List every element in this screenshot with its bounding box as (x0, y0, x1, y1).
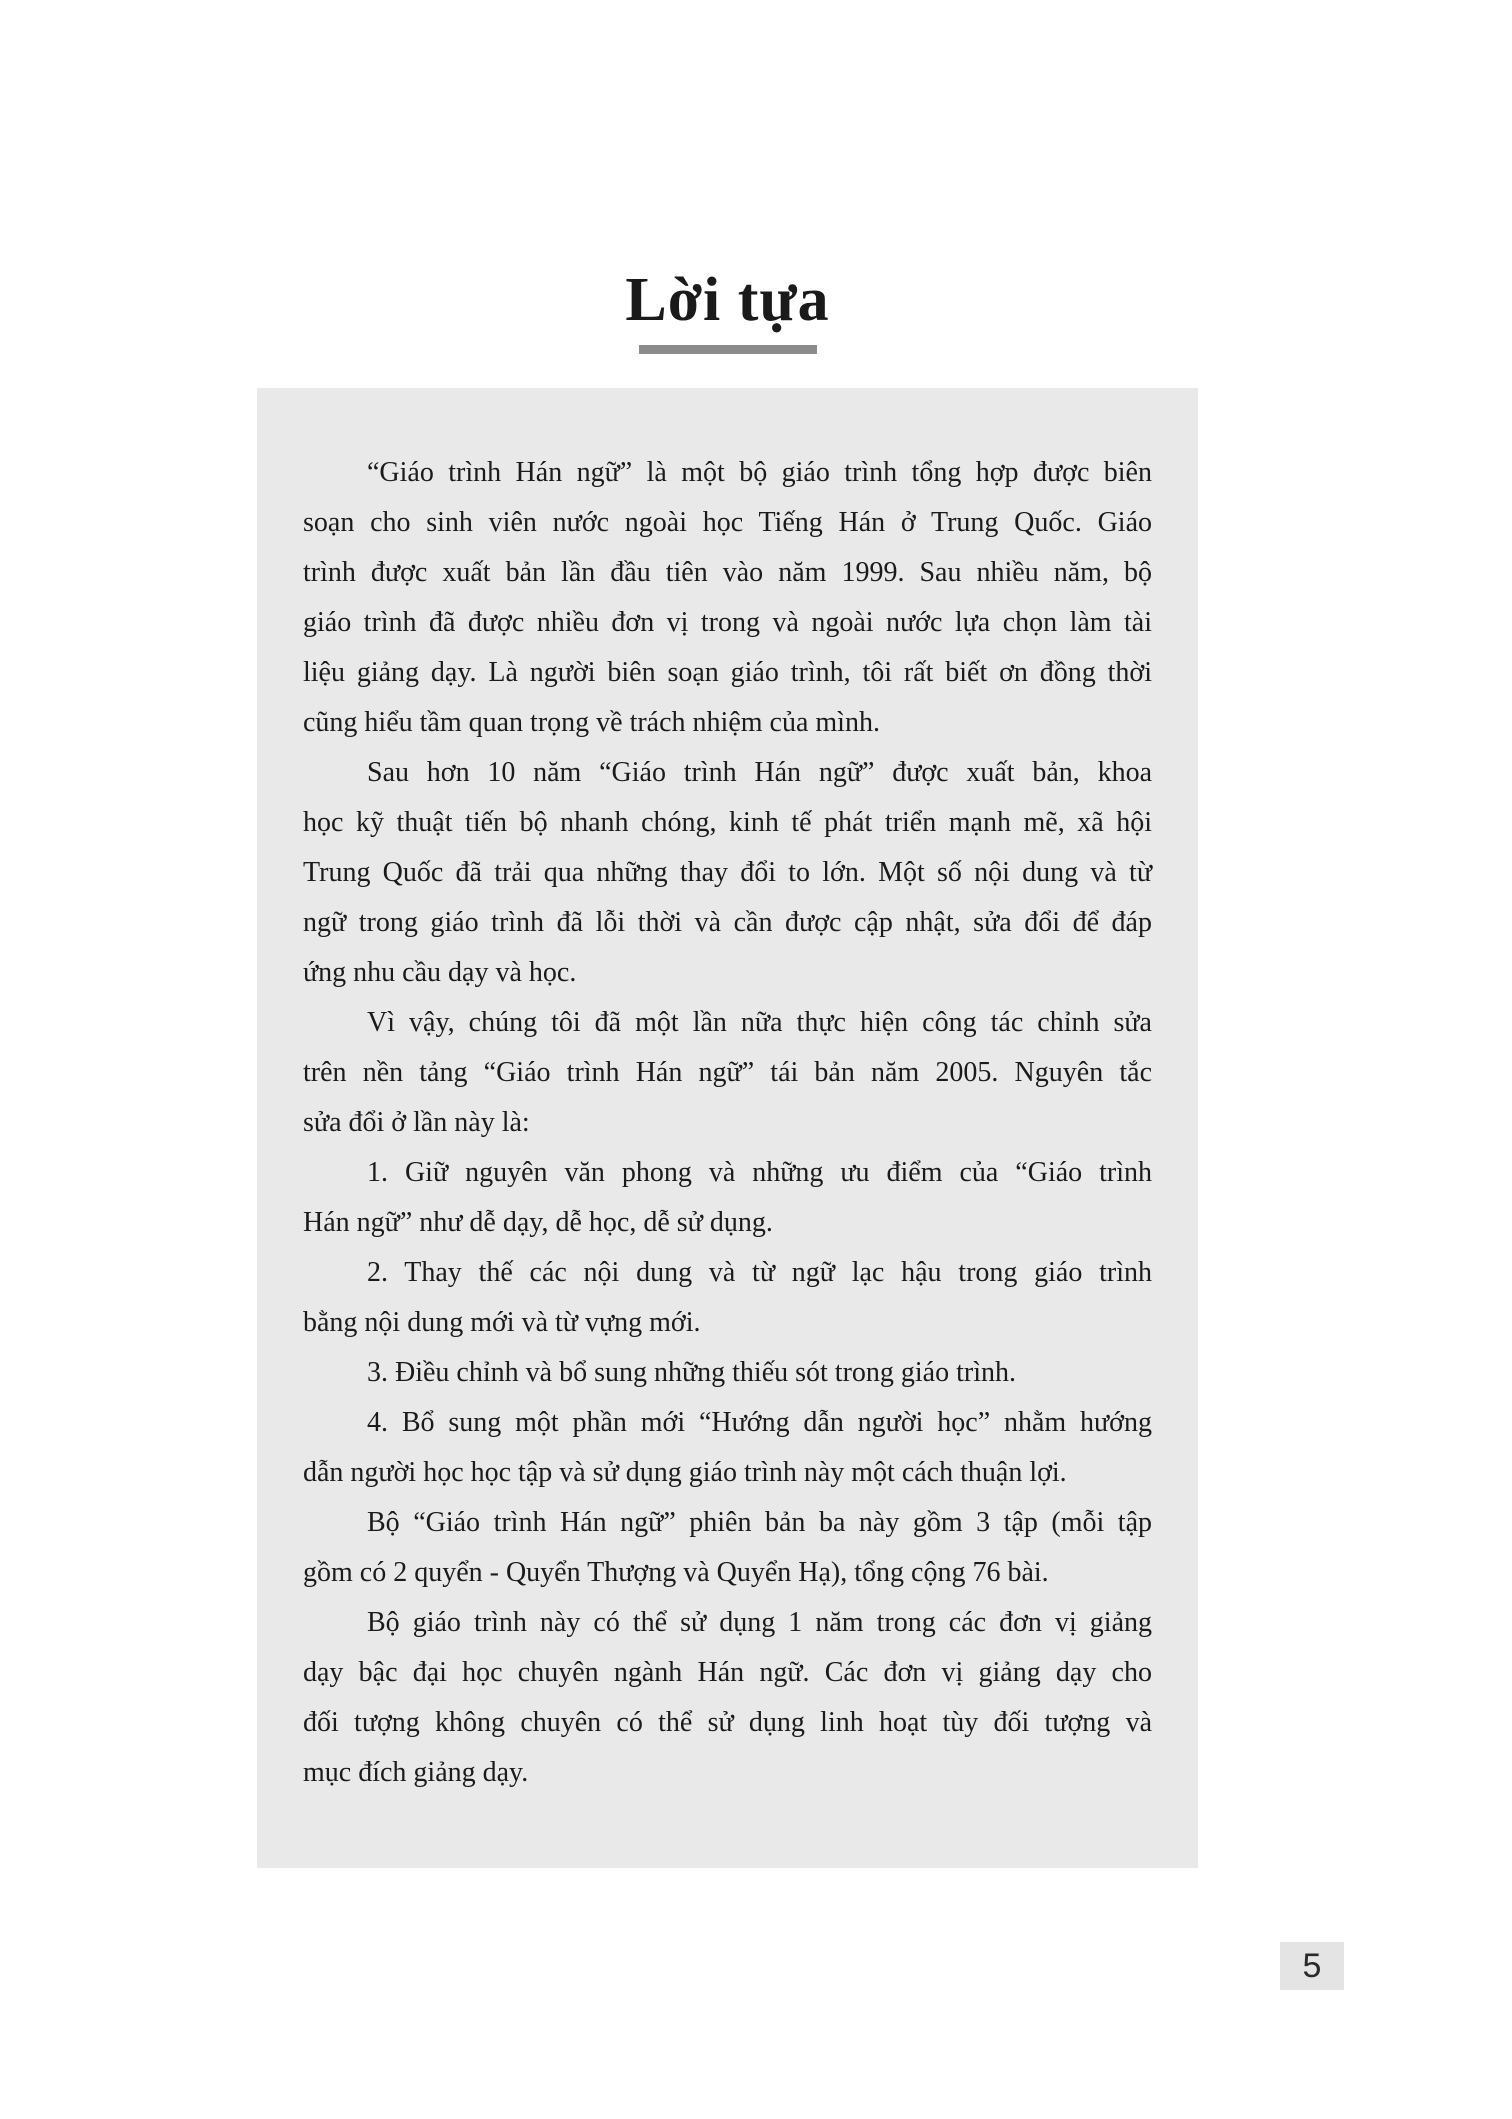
text-line: Hán ngữ” như dễ dạy, dễ học, dễ sử dụng. (303, 1207, 773, 1238)
text-line: “Giáo trình Hán ngữ” là một bộ giáo trình tổng hợp được biên (367, 457, 1152, 488)
text-line: bằng nội dung mới và từ vựng mới. (303, 1307, 701, 1338)
text-line: ngữ trong giáo trình đã lỗi thời và cần được cập nhật, sửa đổi để đáp (303, 907, 1152, 938)
text-line: giáo trình đã được nhiều đơn vị trong và ngoài nước lựa chọn làm tài (303, 607, 1152, 638)
text-line: soạn cho sinh viên nước ngoài học Tiếng Hán ở Trung Quốc. Giáo (303, 507, 1152, 538)
text-line: 1. Giữ nguyên văn phong và những ưu điểm của “Giáo trình (367, 1157, 1152, 1188)
text-line: 2. Thay thế các nội dung và từ ngữ lạc hậu trong giáo trình (367, 1257, 1152, 1288)
text-line: trên nền tảng “Giáo trình Hán ngữ” tái bản năm 2005. Nguyên tắc (303, 1057, 1152, 1088)
text-line: 3. Điều chỉnh và bổ sung những thiếu sót trong giáo trình. (367, 1357, 1016, 1388)
title-underline-rule (639, 345, 817, 354)
text-line: Vì vậy, chúng tôi đã một lần nữa thực hiện công tác chỉnh sửa (367, 1007, 1152, 1038)
text-line: ứng nhu cầu dạy và học. (303, 957, 577, 988)
page-number: 5 (1302, 1947, 1322, 1985)
text-line: dạy bậc đại học chuyên ngành Hán ngữ. Các đơn vị giảng dạy cho (303, 1657, 1152, 1688)
text-line: dẫn người học học tập và sử dụng giáo trình này một cách thuận lợi. (303, 1457, 1067, 1488)
text-line: cũng hiểu tầm quan trọng về trách nhiệm của mình. (303, 707, 880, 738)
text-line: liệu giảng dạy. Là người biên soạn giáo trình, tôi rất biết ơn đồng thời (303, 657, 1152, 688)
text-line: Sau hơn 10 năm “Giáo trình Hán ngữ” được xuất bản, khoa (367, 757, 1152, 788)
text-line: mục đích giảng dạy. (303, 1757, 529, 1788)
preface-text (303, 448, 1152, 1798)
page-number-badge (1280, 1942, 1344, 1990)
text-line: sửa đổi ở lần này là: (303, 1107, 530, 1138)
page-title: Lời tựa (625, 266, 830, 334)
text-line: 4. Bổ sung một phần mới “Hướng dẫn người học” nhằm hướng (367, 1407, 1152, 1438)
text-line: đối tượng không chuyên có thể sử dụng linh hoạt tùy đối tượng và (303, 1707, 1152, 1738)
text-line: gồm có 2 quyển - Quyển Thượng và Quyển Hạ), tổng cộng 76 bài. (303, 1557, 1049, 1588)
text-line: Bộ “Giáo trình Hán ngữ” phiên bản ba này gồm 3 tập (mỗi tập (367, 1507, 1152, 1538)
preface-content-box (257, 388, 1198, 1868)
text-line: Trung Quốc đã trải qua những thay đổi to lớn. Một số nội dung và từ (303, 857, 1152, 888)
text-line: học kỹ thuật tiến bộ nhanh chóng, kinh tế phát triển mạnh mẽ, xã hội (303, 807, 1152, 838)
text-line: Bộ giáo trình này có thể sử dụng 1 năm trong các đơn vị giảng (367, 1607, 1152, 1638)
text-line: trình được xuất bản lần đầu tiên vào năm 1999. Sau nhiều năm, bộ (303, 557, 1152, 588)
